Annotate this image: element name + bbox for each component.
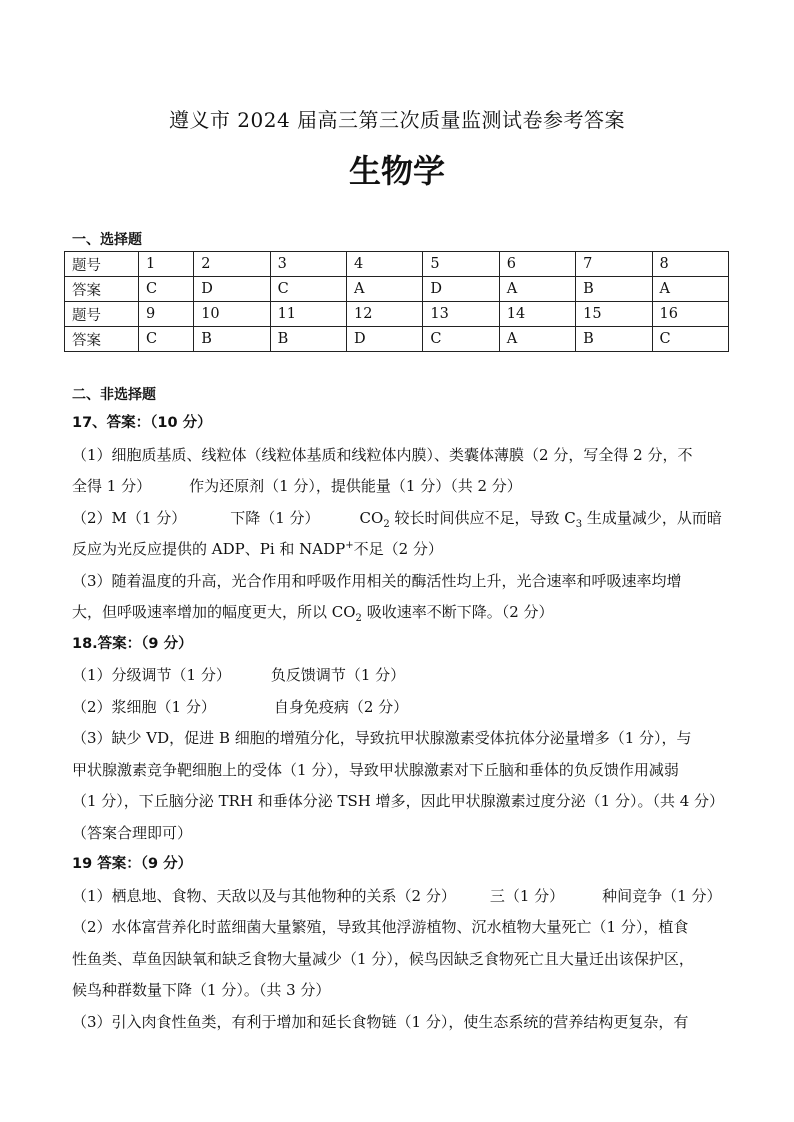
table-cell: A <box>652 277 728 302</box>
q17-heading: 17、答案：（10 分） <box>72 415 212 431</box>
table-cell: 3 <box>270 252 346 277</box>
q19-p1 <box>72 881 732 913</box>
q17-p3-line1: （3）随着温度的升高，光合作用和呼吸作用相关的酶活性均上升，光合速率和呼吸速率均增 <box>72 571 682 590</box>
table-row <box>65 252 729 277</box>
q17-p3-line2 <box>72 597 732 629</box>
table-cell: D <box>346 327 422 352</box>
table-row <box>65 277 729 302</box>
row-header-cell: 答案 <box>65 327 139 352</box>
q18-p1-seg2: 负反馈调节（1 分） <box>270 666 406 684</box>
table-cell: 8 <box>652 252 728 277</box>
table-cell: 2 <box>194 252 270 277</box>
q19-p1-seg3: 种间竞争（1 分） <box>602 886 722 905</box>
q17-p2-seg3: 较长时间供应不足，导致 C <box>389 508 576 527</box>
q19-p2-line1: （2）水体富营养化时蓝细菌大量繁殖，导致其他浮游植物、沉水植物大量死亡（1 分），植食 <box>72 918 689 936</box>
q17-p2-line1 <box>72 503 732 535</box>
answers-body <box>72 408 732 1038</box>
q17-p2-seg2: 下降（1 分） <box>230 508 320 527</box>
q18-p2 <box>72 692 732 724</box>
subject-title: 生物学 <box>348 152 445 190</box>
table-cell: 12 <box>346 302 422 327</box>
subscript: 2 <box>355 613 362 624</box>
q17-p1-seg2: 作为还原剂（1 分），提供能量（1 分）（共 2 分） <box>189 477 522 495</box>
q17-p2-seg6: 不足（2 分） <box>353 540 443 558</box>
q17-p3-seg2: 吸收速率不断下降。（2 分） <box>361 603 554 621</box>
table-cell: 10 <box>194 302 270 327</box>
q18-p3-line1: （3）缺少 VD，促进 B 细胞的增殖分化，导致抗甲状腺激素受体抗体分泌量增多（1 分），与 <box>72 729 692 747</box>
co2-text: CO <box>359 508 384 527</box>
q18-heading: 18.答案：（9 分） <box>72 635 193 652</box>
row-header-cell: 题号 <box>65 252 139 277</box>
row-header-cell: 答案 <box>65 277 139 302</box>
table-cell: C <box>139 327 194 352</box>
table-cell: B <box>576 277 652 302</box>
q18-p1-seg1: （1）分级调节（1 分） <box>72 666 231 684</box>
table-cell: C <box>652 327 728 352</box>
table-cell: A <box>499 327 575 352</box>
table-cell: 4 <box>346 252 422 277</box>
q18-p3-line4: （答案合理即可） <box>72 823 193 842</box>
table-cell: C <box>423 327 499 352</box>
q17-p2-seg4: 生成量减少，从而暗 <box>582 508 722 527</box>
q17-p3-seg1: 大，但呼吸速率增加的幅度更大，所以 CO <box>72 603 356 621</box>
table-cell: D <box>423 277 499 302</box>
table-cell: B <box>576 327 652 352</box>
table-cell: 14 <box>499 302 575 327</box>
document-title: 遵义市 2024 届高三第三次质量监测试卷参考答案 <box>168 108 626 132</box>
table-cell: 7 <box>576 252 652 277</box>
row-header-cell: 题号 <box>65 302 139 327</box>
q19-p2-line3: 候鸟种群数量下降（1 分）。（共 3 分） <box>72 981 331 999</box>
answer-table <box>64 251 729 352</box>
table-cell: 6 <box>499 252 575 277</box>
q19-p1-seg1: （1）栖息地、食物、天敌以及与其他物种的关系（2 分） <box>72 886 456 905</box>
q19-heading: 19 答案：（9 分） <box>72 856 193 872</box>
q18-p1 <box>72 660 732 692</box>
q19-p1-seg2: 三（1 分） <box>489 886 565 905</box>
table-cell: 5 <box>423 252 499 277</box>
q17-p1-seg1: 全得 1 分） <box>72 477 152 495</box>
table-cell: B <box>270 327 346 352</box>
q17-p1-line1: （1）细胞质基质、线粒体（线粒体基质和线粒体内膜）、类囊体薄膜（2 分，写全得 2 分，不 <box>72 445 693 464</box>
table-cell: 9 <box>139 302 194 327</box>
q17-p2-seg5: 反应为光反应提供的 ADP、Pi 和 NADP <box>72 540 346 558</box>
superscript: + <box>345 540 354 551</box>
table-cell: 13 <box>423 302 499 327</box>
subscript: 2 <box>383 518 390 530</box>
table-row <box>65 327 729 352</box>
q19-p3-line1: （3）引入肉食性鱼类，有利于增加和延长食物链（1 分），使生态系统的营养结构更复杂，有 <box>72 1012 689 1031</box>
table-cell: 1 <box>139 252 194 277</box>
table-cell: B <box>194 327 270 352</box>
q17-p1-line2 <box>72 471 732 503</box>
q18-p2-seg1: （2）浆细胞（1 分） <box>72 697 216 716</box>
table-cell: D <box>194 277 270 302</box>
table-cell: 11 <box>270 302 346 327</box>
q18-p2-seg2: 自身免疫病（2 分） <box>273 697 409 716</box>
q18-p3-line2: 甲状腺激素竞争靶细胞上的受体（1 分），导致甲状腺激素对下丘脑和垂体的负反馈作用减弱 <box>72 760 679 779</box>
table-cell: A <box>499 277 575 302</box>
q18-p3-line3: （1 分），下丘脑分泌 TRH 和垂体分泌 TSH 增多，因此甲状腺激素过度分泌（1 分）。（共 4 分） <box>72 792 725 810</box>
q19-p2-line2: 性鱼类、草鱼因缺氧和缺乏食物大量减少（1 分），候鸟因缺乏食物死亡且大量迁出该保护区， <box>72 949 694 968</box>
table-cell: A <box>346 277 422 302</box>
subscript: 3 <box>575 518 583 530</box>
q17-p2-seg1: （2）M（1 分） <box>72 508 187 527</box>
table-cell: 16 <box>652 302 728 327</box>
table-row <box>65 302 729 327</box>
section-choice-title: 一、选择题 <box>72 232 142 248</box>
q17-p2-line2 <box>72 534 732 566</box>
table-cell: 15 <box>576 302 652 327</box>
table-cell: C <box>270 277 346 302</box>
section-nonchoice-title: 二、非选择题 <box>72 387 156 403</box>
table-cell: C <box>139 277 194 302</box>
